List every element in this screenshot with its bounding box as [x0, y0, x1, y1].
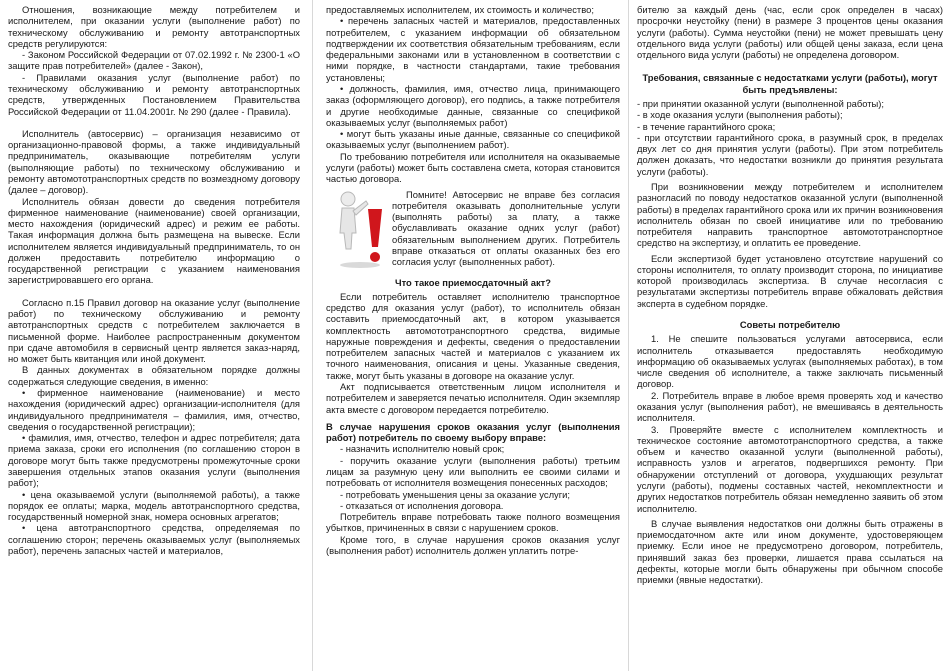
paragraph: В случае выявления недостатков они должны быть отражены в приемосдаточном акте или ином документе, удостоверяющем приемку. Если иное не предусмотрено договором, потребитель, принявший заказ без проверки, лишается права ссылаться на дефекты, которые могли быть обнаружены при обычном способе приемки (явные недостатки). — [637, 517, 943, 586]
paragraph: • цена оказываемой услуги (выполняемой работы), а также порядок ее оплаты; марка, модель автотранспортного средства, государственный номерной знак, номера основных агрегатов; — [8, 488, 300, 523]
paragraph: 2. Потребитель вправе в любое время проверять ход и качество оказания услуг (выполнения работ), не вмешиваясь в деятельность исполнителя. — [637, 389, 943, 424]
paragraph: Акт подписывается ответственным лицом исполнителя и потребителем и заверяется печатью исполнителя. Один экземпляр акта вместе с договором передается потребителю. — [326, 381, 620, 415]
paragraph: • фамилия, имя, отчество, телефон и адрес потребителя; дата приема заказа, сроки его исполнения (по соглашению сторон в договоре могут быть также предусмотрены промежуточные сроки завершения отдельных этапов оказания услуги (выполнения работ); — [8, 432, 300, 489]
paragraph: Кроме того, в случае нарушения сроков оказания услуг (выполнения работ) исполнитель должен уплатить потре- — [326, 533, 620, 556]
paragraph: В данных документах в обязательном порядке должны содержаться следующие сведения, в именно: — [8, 364, 300, 387]
notice-block — [326, 189, 620, 269]
paragraph: При возникновении между потребителем и исполнителем разногласий по поводу недостатков оказанной услуги (выполненной работы) в пределах гарантийного срока или их причин возникновения исполнитель обязан по своей инициативе или по требованию потребителя направить транспортное автомототранспортное средство на экспертизу, и оплатить ее проведение. — [637, 180, 943, 249]
paragraph: предоставляемых исполнителем, их стоимость и количество; — [326, 4, 594, 15]
paragraph: - Законом Российской Федерации от 07.02.1992 г. № 2300-1 «О защите прав потребителей» (далее - Закон), — [8, 49, 300, 72]
paragraph: Исполнитель обязан довести до сведения потребителя фирменное наименование (наименование) своей организации, место нахождения (юридический адрес) и режим ее работы. Такая информация должна быть размещена на вывеске. Если исполнителем является индивидуальный предприниматель, то он должен предоставить потребителю информацию о государственной регистрации с указанием наименования зарегистрировавшего его органа. — [8, 195, 300, 286]
notice-text: Помните! Автосервис не вправе без согласия потребителя оказывать дополнительные услуги (выполнять работы) за плату, а также обуславливать оказание одних услуг (работ) обязательным выполнением других. Потребитель вправе отказаться от оплаты оказанных без его согласия услуг (выполненных работ). — [392, 188, 620, 268]
paragraph: Если экспертизой будет установлено отсутствие нарушений со стороны исполнителя, то оплату производит сторона, по инициативе которой производилась экспертиза. В случае несогласия с результатами экспертизы потребитель вправе обжаловать действия эксперта в судебном порядке. — [637, 252, 943, 309]
paragraph: - поручить оказание услуги (выполнения работы) третьим лицам за разумную цену или выполнить ее своими силами и потребовать от исполнителя возмещения понесенных расходов; — [326, 454, 620, 489]
column-left — [8, 4, 300, 668]
paragraph: По требованию потребителя или исполнителя на оказываемые услуги (работы) может быть составлена смета, которая становится частью договора. — [326, 150, 620, 185]
paragraph: бителю за каждый день (час, если срок определен в часах) просрочки неустойку (пени) в размере 3 процентов цены оказания услуги (работы). Сумма неустойки (пени) не может превышать цену отдельного вида услуги (работы) или общей цены заказа, если цена отдельного вида услуги (работы) не определена договором. — [637, 4, 943, 61]
paragraph: - назначить исполнителю новый срок; — [340, 443, 505, 455]
paragraph: Отношения, возникающие между потребителем и исполнителем, при оказании услуги (выполнение работ) по техническому обслуживанию и ремонту автотранспортных средств регулируются: — [8, 4, 300, 49]
paragraph: - в ходе оказания услуги (выполнения работы); — [637, 109, 843, 121]
paragraph: 1. Не спешите пользоваться услугами автосервиса, если исполнитель отказывается предоставлять необходимую информацию об оказываемых услугах (выполняемых работах), в том числе сведения об исполнителе, а также заключать письменный договор. — [637, 333, 943, 390]
paragraph: • цена автотранспортного средства, определяемая по соглашению сторон; перечень оказываемых услуг (выполняемых работ), перечень запасных частей и материалов, — [8, 522, 300, 556]
red-exclamation-man-icon — [326, 189, 392, 269]
paragraph: Если потребитель оставляет исполнителю транспортное средство для оказания услуг (работ), то исполнитель обязан составить приемосдаточный акт, в котором указывается комплектность автомототранспортного средства, видимые наружные повреждения и дефекты, сведения о предоставлении потребителем запасных частей и материалов с указанием их точного наименования, описания и цены. Указанные сведения, также, могут быть указаны в договоре на оказание услуг. — [326, 290, 620, 381]
section-heading-deadline-violation: В случае нарушения сроков оказания услуг (выполнения работ) потребитель по своему выбору вправе: — [326, 420, 620, 444]
column-divider — [628, 0, 629, 671]
paragraph: • могут быть указаны иные данные, связанные со спецификой оказываемых услуг (выполнением работ). — [326, 128, 620, 151]
paragraph: Исполнитель (автосервис) – организация независимо от организационно-правовой формы, а также индивидуальный предприниматель, оказывающие потребителям услуги (выполняющие работы) по техническому обслуживанию и ремонту автомототранспортных средств по возмездному договору (далее – договор). — [8, 127, 300, 196]
section-heading-defect-claims: Требования, связанные с недостатками услуги (работы), могут быть предъявлены: — [642, 72, 938, 95]
paragraph: • перечень запасных частей и материалов, предоставленных потребителем, с указанием информации об обязательном подтверждении их соответствия обязательным требованиям, если федеральными законами или в установленном в соответствии с ними порядке, в частности стандартами, такие требования установлены; — [326, 15, 620, 83]
paragraph: • должность, фамилия, имя, отчество лица, принимающего заказ (оформляющего договор), его подпись, а также потребителя и другие необходимые данные, связанные со спецификой оказываемых услуг (выполняемых работ) — [326, 82, 620, 128]
column-middle — [326, 4, 620, 668]
paragraph: - при отсутствии гарантийного срока, в разумный срок, в пределах двух лет со дня принятия услуги (работы). При этом потребитель должен доказать, что недостатки возникли до принятия результата услуги (работы). — [637, 131, 943, 177]
paragraph: - в течение гарантийного срока; — [637, 120, 776, 132]
paragraph: - при принятии оказанной услуги (выполненной работы); — [637, 97, 885, 109]
section-heading-consumer-tips: Советы потребителю — [739, 319, 841, 331]
column-divider — [312, 0, 313, 671]
paragraph: 3. Проверяйте вместе с исполнителем комплектность и техническое состояние автомототранспортного средства, а также объем и качество оказанной услуги (выполненной работы), исправность узлов и агрегатов, подвергшихся ремонту. При обнаружении отступлений от договора, ухудшающих результат услуги (работы), подмены составных частей, некомплектности и других недостатков потребитель обязан немедленно заявить об этом исполнителю. — [637, 423, 943, 514]
paragraph: - потребовать уменьшения цены за оказание услуги; — [340, 488, 570, 500]
paragraph: Согласно п.15 Правил договор на оказание услуг (выполнение работ) по техническому обслуживанию и ремонту автотранспортных средств с потребителем заключается в письменной форме. Наиболее распространенным документом при сдаче автомобиля в сервисный центр является заказ-наряд, но может быть квитанция или иной документ. — [8, 296, 300, 365]
paragraph: Потребитель вправе потребовать также полного возмещения убытков, причиненных в связи с нарушением сроков. — [326, 511, 620, 534]
paragraph: - Правилами оказания услуг (выполнение работ) по техническому обслуживанию и ремонту автотранспортных средств, утвержденных Постановлением Правительства Российской Федерации от 11.04.2001г. № 290 (далее - Правила). — [8, 71, 300, 117]
column-right — [637, 4, 943, 668]
paragraph: • фирменное наименование (наименование) и место нахождения (юридический адрес) организации-исполнителя (для индивидуального предпринимателя – фамилия, имя, отчество, сведения о государственной регистрации); — [8, 387, 300, 432]
paragraph: - отказаться от исполнения договора. — [340, 499, 504, 511]
section-heading-acceptance-act: Что такое приемосдаточный акт? — [394, 276, 551, 288]
